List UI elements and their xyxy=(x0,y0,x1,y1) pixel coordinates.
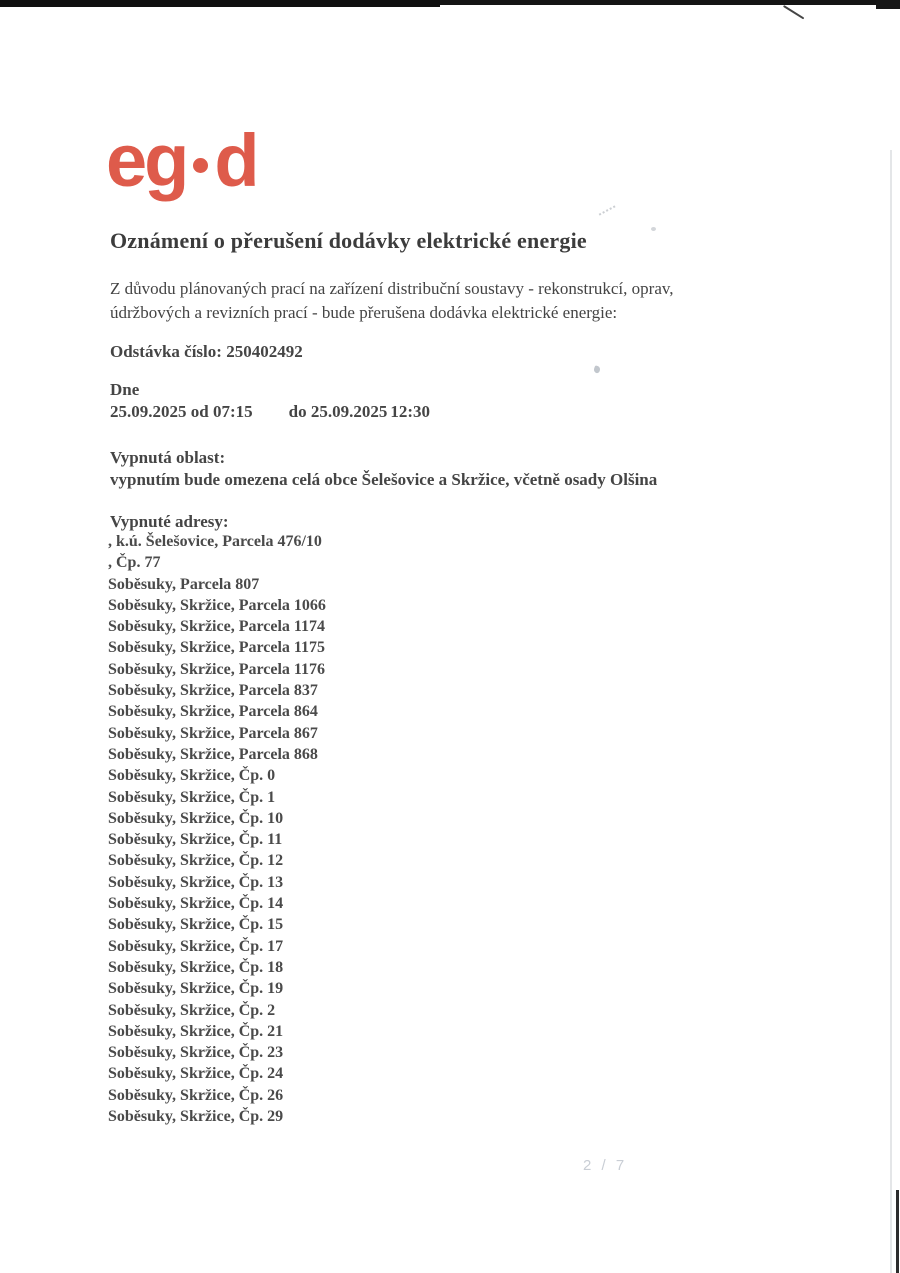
scan-speck xyxy=(594,197,615,215)
intro-line-1: Z důvodu plánovaných prací na zařízení distribuční soustavy - rekonstrukcí, oprav, xyxy=(110,279,674,298)
address-line: Soběsuky, Skržice, Parcela 868 xyxy=(108,745,318,763)
address-line: Soběsuky, Skržice, Čp. 29 xyxy=(108,1108,284,1126)
scan-artifact-top-edge-left xyxy=(0,0,440,7)
date-from: 25.09.2025 od 07:15 xyxy=(110,402,253,421)
date-to: do 25.09.2025 xyxy=(288,402,388,421)
intro-line-2: údržbových a revizních prací - bude přerušena dodávka elektrické energie: xyxy=(110,302,618,322)
address-line: Soběsuky, Skržice, Čp. 1 xyxy=(108,788,276,806)
address-line: Soběsuky, Skržice, Čp. 2 xyxy=(108,1001,276,1019)
address-line: Soběsuky, Skržice, Čp. 15 xyxy=(108,916,284,934)
address-line: Soběsuky, Skržice, Čp. 23 xyxy=(108,1044,284,1062)
address-line: Soběsuky, Skržice, Parcela 837 xyxy=(108,682,318,700)
outage-number-label: Odstávka číslo: xyxy=(110,342,222,361)
address-line: , k.ú. Šelešovice, Parcela 476/10 xyxy=(108,533,322,550)
scan-artifact-hook-mark xyxy=(783,5,804,19)
outage-number-value: 250402492 xyxy=(226,342,303,361)
address-line: Soběsuky, Skržice, Čp. 19 xyxy=(108,980,284,998)
date-label: Dne xyxy=(110,380,140,399)
address-line: Soběsuky, Skržice, Čp. 12 xyxy=(108,852,284,870)
addresses-label: Vypnuté adresy: xyxy=(110,512,229,531)
scan-speck xyxy=(651,227,656,231)
date-range-line xyxy=(110,402,430,422)
scan-speck xyxy=(593,365,601,374)
area-label: Vypnutá oblast: xyxy=(110,448,226,467)
address-line: Soběsuky, Skržice, Čp. 13 xyxy=(108,873,284,891)
address-line: Soběsuky, Skržice, Čp. 26 xyxy=(108,1086,284,1104)
address-line: Soběsuky, Skržice, Parcela 1175 xyxy=(108,639,326,657)
address-line: Soběsuky, Skržice, Parcela 867 xyxy=(108,724,318,742)
address-line: Soběsuky, Skržice, Čp. 21 xyxy=(108,1022,284,1040)
logo-text-d: d xyxy=(214,119,257,202)
scan-artifact-right-edge-dark xyxy=(896,1190,899,1273)
outage-number-line xyxy=(110,342,303,362)
scan-artifact-top-edge-right xyxy=(876,0,900,9)
addresses-list xyxy=(108,531,326,1127)
page-title: Oznámení o přerušení dodávky elektrické energie xyxy=(110,228,587,253)
address-line: Soběsuky, Skržice, Parcela 864 xyxy=(108,703,318,721)
egd-logo xyxy=(106,119,257,202)
logo-dot-icon xyxy=(193,158,208,173)
address-line: Soběsuky, Skržice, Čp. 0 xyxy=(108,767,276,785)
address-line: Soběsuky, Skržice, Čp. 11 xyxy=(108,831,283,849)
address-line: Soběsuky, Skržice, Parcela 1176 xyxy=(108,660,326,678)
date-to-time: 12:30 xyxy=(390,402,431,421)
address-line: Soběsuky, Skržice, Čp. 18 xyxy=(108,958,284,976)
address-line: Soběsuky, Skržice, Čp. 14 xyxy=(108,895,284,913)
address-line: Soběsuky, Parcela 807 xyxy=(108,575,260,593)
area-text: vypnutím bude omezena celá obce Šelešovice a Skržice, včetně osady Olšina xyxy=(110,470,658,489)
logo-text-eg: eg xyxy=(106,119,187,202)
scan-artifact-right-edge-line xyxy=(890,150,892,1273)
intro-paragraph xyxy=(110,277,674,324)
address-line: Soběsuky, Skržice, Parcela 1174 xyxy=(108,618,326,636)
address-line: , Čp. 77 xyxy=(108,554,161,572)
address-line: Soběsuky, Skržice, Čp. 10 xyxy=(108,809,284,827)
address-line: Soběsuky, Skržice, Čp. 17 xyxy=(108,937,284,955)
page-number: 2 / 7 xyxy=(583,1157,628,1174)
address-line: Soběsuky, Skržice, Parcela 1066 xyxy=(108,596,326,614)
address-line: Soběsuky, Skržice, Čp. 24 xyxy=(108,1065,284,1083)
